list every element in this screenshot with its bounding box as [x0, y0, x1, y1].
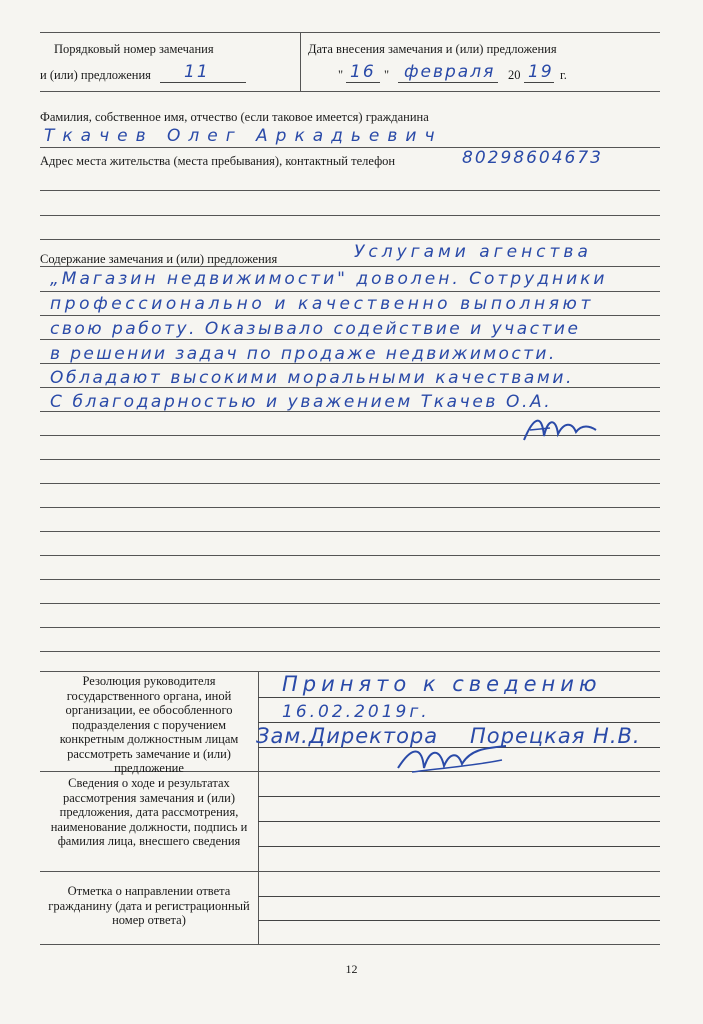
resolution-line2: 16.02.2019г.	[282, 702, 430, 722]
content-line-text-0: Услугами агенства	[354, 242, 592, 262]
top-border	[40, 32, 660, 33]
progress-rule-3	[258, 846, 660, 847]
content-line-14	[40, 603, 660, 604]
content-line-12	[40, 555, 660, 556]
date-day: 16	[350, 62, 376, 82]
content-line-text-5: Обладают высокими моральными качествами.	[50, 368, 575, 388]
content-line-15	[40, 627, 660, 628]
answer-bottom-border	[40, 944, 660, 945]
content-line-11	[40, 531, 660, 532]
answer-rule-1	[258, 896, 660, 897]
resolution-label: Резолюция руководителя государственного органа, иной организации, ее обособленного подразделения с поручением конкретным должностным лицам рассмотреть замечание и (или) предложение	[59, 674, 239, 775]
resolution-rule-2	[258, 722, 660, 723]
number-underline	[160, 82, 246, 83]
content-line-9	[40, 483, 660, 484]
address-line-3	[40, 239, 660, 240]
address-label: Адрес места жительства (места пребывания), контактный телефон	[40, 154, 396, 168]
date-month-underline	[398, 82, 498, 83]
phone-value: 80298604673	[462, 148, 603, 168]
date-label: Дата внесения замечания и (или) предложения	[308, 42, 557, 56]
citizen-signature	[520, 412, 600, 446]
progress-bottom-border	[40, 871, 660, 872]
director-signature	[392, 738, 512, 778]
date-month: февраля	[404, 62, 496, 82]
progress-rule-1	[258, 796, 660, 797]
content-line-2	[40, 315, 660, 316]
content-line-text-1: „Магазин недвижимости" доволен. Сотрудники	[50, 269, 608, 289]
lower-vertical-divider	[258, 671, 259, 944]
page-number: 12	[345, 962, 358, 976]
date-quote-open: "	[338, 68, 344, 82]
resolution-line1: Принято к сведению	[282, 672, 602, 696]
number-label-line2: и (или) предложения	[40, 68, 151, 82]
resolution-line4: Порецкая Н.В.	[470, 724, 641, 748]
content-line-0	[40, 266, 660, 267]
content-line-16	[40, 651, 660, 652]
content-line-text-2: профессионально и качественно выполняют	[50, 294, 594, 314]
number-label-line1: Порядковый номер замечания	[54, 42, 214, 56]
progress-rule-2	[258, 821, 660, 822]
number-value: 11	[184, 62, 210, 82]
resolution-line3: Зам.Директора	[256, 724, 439, 748]
address-line-1	[40, 190, 660, 191]
content-line-text-4: в решении задач по продаже недвижимости.	[50, 344, 557, 364]
date-year-underline	[524, 82, 554, 83]
content-line-text-3: свою работу. Оказывало содействие и участие	[50, 319, 581, 339]
header-divider	[40, 91, 660, 92]
header-vertical-divider	[300, 32, 301, 91]
content-line-1	[40, 291, 660, 292]
resolution-rule-1	[258, 697, 660, 698]
date-quote-close: "	[384, 68, 390, 82]
content-line-text-6: С благодарностью и уважением Ткачев О.А.	[50, 392, 553, 412]
date-year-suffix: 19	[528, 62, 554, 82]
content-line-3	[40, 339, 660, 340]
progress-label: Сведения о ходе и результатах рассмотрения замечания и (или) предложения, дата рассмотрения, наименование должности, подпись и фамилия лица, внесшего сведения	[50, 776, 248, 848]
name-value: Ткачев Олег Аркадьевич	[44, 126, 443, 146]
date-year-unit: г.	[560, 68, 567, 82]
name-label: Фамилия, собственное имя, отчество (если таковое имеется) гражданина	[40, 110, 429, 124]
content-line-8	[40, 459, 660, 460]
address-line-2	[40, 215, 660, 216]
date-day-underline	[346, 82, 380, 83]
date-year-prefix: 20	[508, 68, 521, 82]
content-line-13	[40, 579, 660, 580]
answer-label: Отметка о направлении ответа гражданину (дата и регистрационный номер ответа)	[48, 884, 250, 927]
content-label: Содержание замечания и (или) предложения	[40, 252, 278, 266]
answer-rule-2	[258, 920, 660, 921]
content-line-10	[40, 507, 660, 508]
